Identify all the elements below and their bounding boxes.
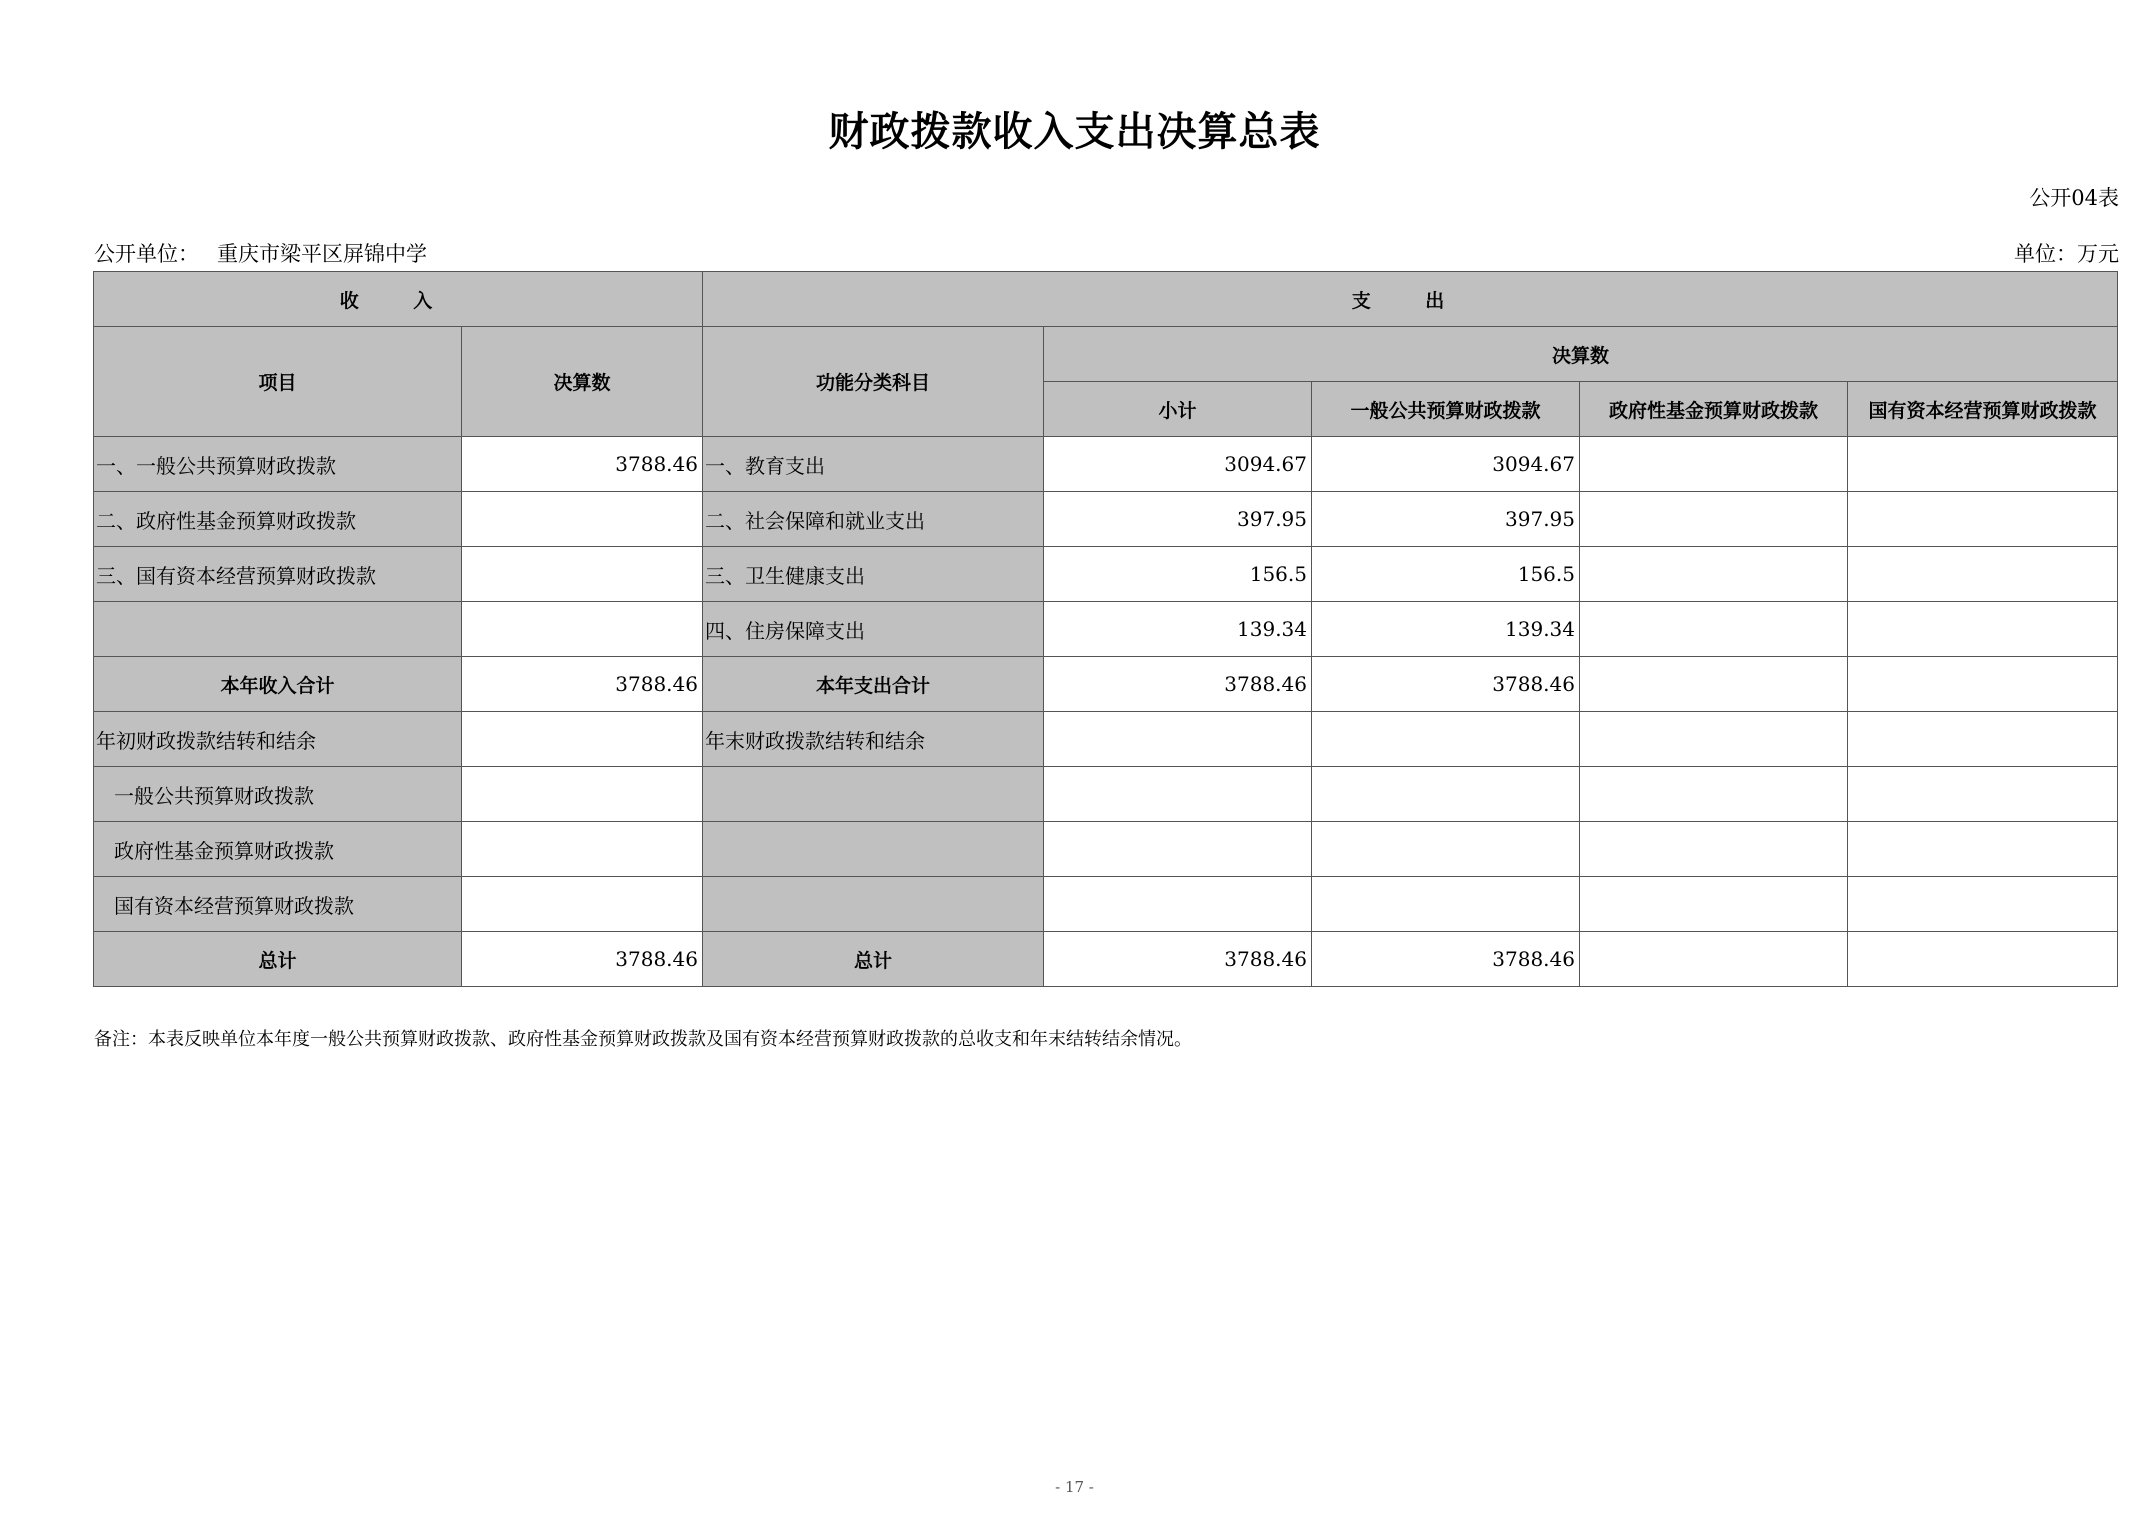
budget-summary-table	[93, 271, 2118, 987]
gov-cell	[1580, 602, 1848, 657]
expense-item: 本年支出合计	[703, 657, 1044, 712]
income-item: 国有资本经营预算财政拨款	[94, 877, 462, 932]
gov-fund-header: 政府性基金预算财政拨款	[1580, 382, 1848, 437]
general-cell: 3788.46	[1312, 657, 1580, 712]
state-cell	[1848, 492, 2118, 547]
table-row	[94, 712, 2118, 767]
expense-item: 二、社会保障和就业支出	[703, 492, 1044, 547]
general-cell	[1312, 877, 1580, 932]
general-cell	[1312, 822, 1580, 877]
income-item: 二、政府性基金预算财政拨款	[94, 492, 462, 547]
income-amount	[462, 877, 703, 932]
reporting-unit	[94, 238, 427, 268]
subtotal-cell	[1044, 767, 1312, 822]
page-title: 财政拨款收入支出决算总表	[828, 109, 1321, 155]
state-cell	[1848, 877, 2118, 932]
income-item	[94, 602, 462, 657]
state-cell	[1848, 822, 2118, 877]
subtotal-cell	[1044, 712, 1312, 767]
expense-item	[703, 767, 1044, 822]
general-cell	[1312, 712, 1580, 767]
expense-item: 四、住房保障支出	[703, 602, 1044, 657]
table-row	[94, 877, 2118, 932]
income-amount	[462, 547, 703, 602]
amount-header: 决算数	[462, 327, 703, 437]
state-cell	[1848, 712, 2118, 767]
income-item: 政府性基金预算财政拨款	[94, 822, 462, 877]
header-row-1	[94, 272, 2118, 327]
table-row	[94, 767, 2118, 822]
table-row	[94, 437, 2118, 492]
state-cell	[1848, 602, 2118, 657]
final-amount-header: 决算数	[1044, 327, 2118, 382]
income-item: 三、国有资本经营预算财政拨款	[94, 547, 462, 602]
table-note: 备注：本表反映单位本年度一般公共预算财政拨款、政府性基金预算财政拨款及国有资本经营预算财政拨款的总收支和年末结转结余情况。	[94, 1029, 1192, 1050]
currency-unit: 单位：万元	[2014, 242, 2119, 266]
unit-line	[94, 238, 2119, 266]
unit-label: 公开单位：	[94, 242, 199, 266]
item-header: 项目	[94, 327, 462, 437]
header-row-2	[94, 327, 2118, 382]
gov-cell	[1580, 712, 1848, 767]
table-row	[94, 547, 2118, 602]
income-amount	[462, 712, 703, 767]
expense-item	[703, 822, 1044, 877]
state-cell	[1848, 657, 2118, 712]
state-capital-header: 国有资本经营预算财政拨款	[1848, 382, 2118, 437]
state-cell	[1848, 437, 2118, 492]
subtotal-cell: 3788.46	[1044, 657, 1312, 712]
expense-item: 一、教育支出	[703, 437, 1044, 492]
gov-cell	[1580, 822, 1848, 877]
unit-name: 重庆市梁平区屏锦中学	[217, 242, 427, 266]
income-amount	[462, 767, 703, 822]
income-amount	[462, 822, 703, 877]
table-row-grand-total	[94, 932, 2118, 987]
subtotal-cell: 3094.67	[1044, 437, 1312, 492]
expense-item	[703, 877, 1044, 932]
general-cell: 139.34	[1312, 602, 1580, 657]
subtotal-cell: 397.95	[1044, 492, 1312, 547]
page-number: - 17 -	[1055, 1478, 1094, 1496]
expense-header: 支 出	[703, 272, 2118, 327]
general-public-header: 一般公共预算财政拨款	[1312, 382, 1580, 437]
income-item: 本年收入合计	[94, 657, 462, 712]
table-code: 公开04表	[2029, 186, 2119, 210]
gov-cell	[1580, 657, 1848, 712]
income-amount: 3788.46	[462, 657, 703, 712]
income-amount	[462, 602, 703, 657]
income-amount: 3788.46	[462, 437, 703, 492]
income-item: 年初财政拨款结转和结余	[94, 712, 462, 767]
gov-cell	[1580, 492, 1848, 547]
expense-item: 年末财政拨款结转和结余	[703, 712, 1044, 767]
gov-cell	[1580, 547, 1848, 602]
table-row	[94, 822, 2118, 877]
gov-cell	[1580, 767, 1848, 822]
subtotal-header: 小计	[1044, 382, 1312, 437]
gov-cell	[1580, 877, 1848, 932]
general-cell: 3788.46	[1312, 932, 1580, 987]
general-cell: 397.95	[1312, 492, 1580, 547]
table-row	[94, 602, 2118, 657]
income-header: 收 入	[94, 272, 703, 327]
subtotal-cell: 156.5	[1044, 547, 1312, 602]
general-cell	[1312, 767, 1580, 822]
subtotal-cell	[1044, 822, 1312, 877]
income-amount	[462, 492, 703, 547]
subtotal-cell: 3788.46	[1044, 932, 1312, 987]
general-cell: 156.5	[1312, 547, 1580, 602]
table-row-year-total	[94, 657, 2118, 712]
expense-item: 三、卫生健康支出	[703, 547, 1044, 602]
subtotal-cell: 139.34	[1044, 602, 1312, 657]
func-category-header: 功能分类科目	[703, 327, 1044, 437]
table-row	[94, 492, 2118, 547]
income-item: 一、一般公共预算财政拨款	[94, 437, 462, 492]
income-amount: 3788.46	[462, 932, 703, 987]
general-cell: 3094.67	[1312, 437, 1580, 492]
subtotal-cell	[1044, 877, 1312, 932]
gov-cell	[1580, 932, 1848, 987]
state-cell	[1848, 767, 2118, 822]
income-item: 一般公共预算财政拨款	[94, 767, 462, 822]
gov-cell	[1580, 437, 1848, 492]
expense-item: 总计	[703, 932, 1044, 987]
state-cell	[1848, 932, 2118, 987]
state-cell	[1848, 547, 2118, 602]
income-item: 总计	[94, 932, 462, 987]
